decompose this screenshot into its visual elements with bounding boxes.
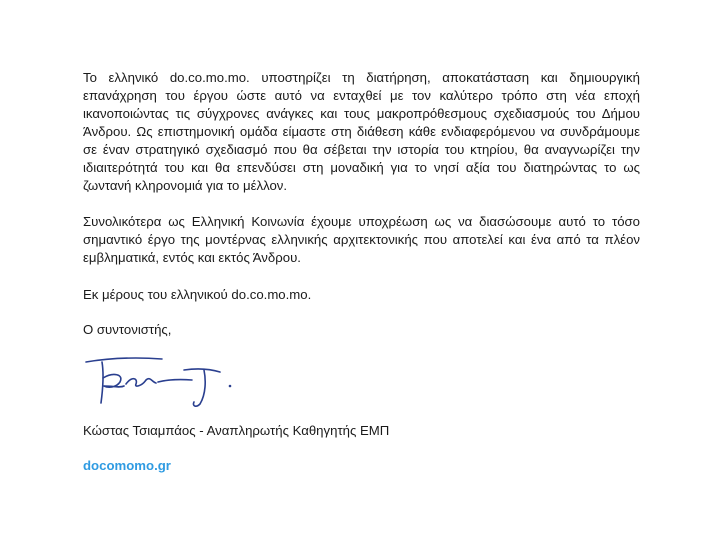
paragraph-support-statement: Το ελληνικό do.co.mo.mo. υποστηρίζει τη διατήρηση, αποκατάσταση και δημιουργική επανάχρηση του έργου ώστε αυτό να ενταχθεί με τον καλύτερο τρόπο στη νέα εποχή ικανοποιώντας τις σύγχρονες ανάγκες και τους μακροπρόθεσμους σχεδιασμούς του Δήμου Άνδρου. Ως επιστημονική ομάδα είμαστε στη διάθεση κάθε ενδιαφερόμενου να συνδράμουμε σε έναν στρατηγικό σχεδιασμό που θα σέβεται την ιστορία του κτηρίου, θα αναγνωρίζει την ιδιαιτερότητά του και θα επενδύσει στη μοναδική για το νησί αξία του διατηρώντας το ως ζωντανή κληρονομιά για το μέλλον. — [83, 70, 640, 193]
paragraph-society-obligation: Συνολικότερα ως Ελληνική Κοινωνία έχουμε υποχρέωση ως να διασώσουμε αυτό το τόσο σημαντικό έργο της μοντέρνας ελληνικής αρχιτεκτονικής που αποτελεί και ένα από τα πλέον εμβληματικά, εντός και εκτός Άνδρου. — [83, 214, 640, 265]
on-behalf-line: Εκ μέρους του ελληνικού do.co.mo.mo. — [83, 287, 312, 302]
signer-name: Κώστας Τσιαμπάος - Αναπληρωτής Καθηγητής ΕΜΠ — [83, 423, 390, 438]
handwritten-signature — [80, 350, 250, 410]
website-link[interactable]: docomomo.gr — [83, 458, 171, 473]
coordinator-label: Ο συντονιστής, — [83, 322, 172, 337]
